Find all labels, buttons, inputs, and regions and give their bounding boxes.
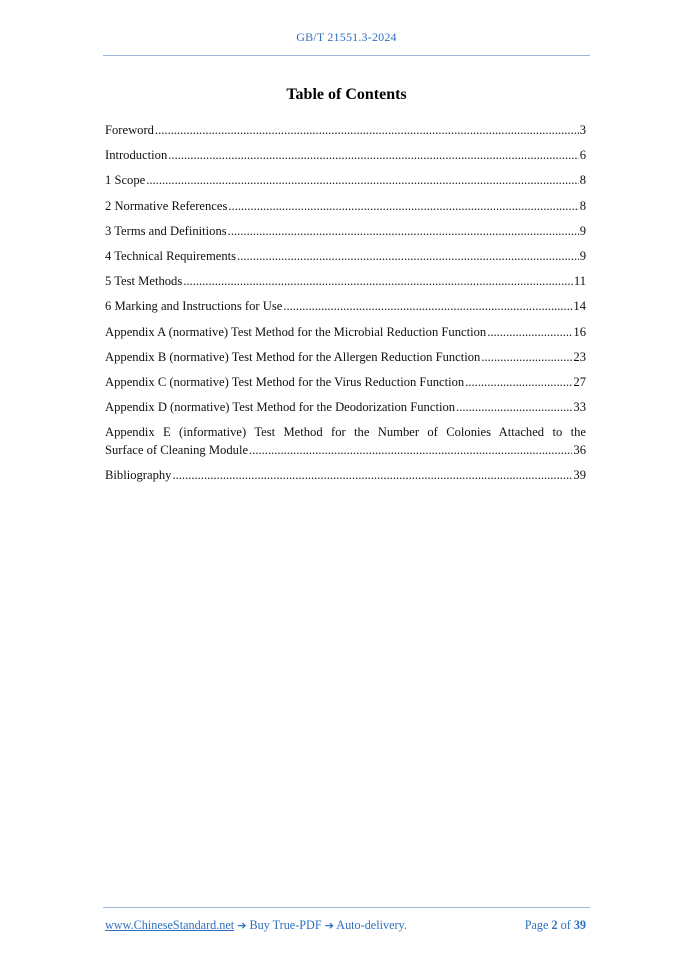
toc-leader-dots [155,121,579,139]
toc-entry-scope[interactable] [105,171,586,189]
page-indicator [525,918,586,933]
footer-divider [103,907,590,908]
toc-entry-page: 11 [573,274,586,289]
toc-leader-dots [146,171,578,189]
toc-entry-label: 2 Normative References [105,198,228,213]
toc-entry-introduction[interactable] [105,146,586,164]
toc-entry-appendix-d[interactable] [105,398,586,416]
toc-leader-dots [237,247,579,265]
toc-entry-page: 6 [579,148,586,163]
footer-promo [105,918,407,933]
page-footer [105,918,586,933]
toc-entry-bibliography[interactable] [105,466,586,484]
of-word: of [560,918,571,932]
toc-entry-page: 16 [573,324,586,339]
toc-entry-appendix-e[interactable] [105,423,586,459]
toc-leader-dots [168,146,578,164]
toc-entry-label: 4 Technical Requirements [105,248,237,263]
toc-entry-page: 9 [579,248,586,263]
auto-delivery-text: Auto-delivery. [333,918,407,932]
toc-entry-foreword[interactable] [105,121,586,139]
arrow-right-icon: ➔ [324,919,334,932]
toc-entry-label: 3 Terms and Definitions [105,223,227,238]
toc-entry-terms-definitions[interactable] [105,222,586,240]
toc-entry-line2 [105,441,586,459]
table-of-contents [105,121,586,492]
buy-true-pdf-text: Buy True-PDF [246,918,325,932]
toc-leader-dots [283,297,572,315]
arrow-right-icon: ➔ [237,919,247,932]
toc-leader-dots [172,466,572,484]
toc-entry-page: 33 [573,400,586,415]
toc-leader-dots [249,441,572,459]
toc-entry-normative-references[interactable] [105,197,586,215]
toc-entry-page: 9 [579,223,586,238]
total-page-number: 39 [573,918,586,932]
page-word: Page [524,918,549,932]
current-page-number: 2 [551,918,558,932]
toc-entry-label: Foreword [105,123,154,137]
toc-entry-appendix-c[interactable] [105,373,586,391]
document-code-header: GB/T 21551.3-2024 [296,30,397,44]
toc-leader-dots [228,222,579,240]
toc-entry-page: 39 [573,468,586,483]
toc-entry-label: Appendix A (normative) Test Method for the Microbial Reduction Function [105,324,487,339]
toc-entry-label: Introduction [105,148,168,163]
toc-entry-label-line1: Appendix E (informative) Test Method for the Number of Colonies Attached to the [105,425,586,440]
toc-title: Table of Contents [286,86,407,103]
toc-entry-label: Appendix D (normative) Test Method for the Deodorization Function [105,400,456,415]
toc-entry-page: 23 [573,349,586,364]
toc-entry-test-methods[interactable] [105,272,586,290]
header-divider [103,55,590,56]
toc-entry-label: Bibliography [105,468,172,483]
toc-entry-page: 8 [579,173,586,188]
toc-leader-dots [456,398,572,416]
toc-leader-dots [487,323,572,341]
toc-entry-technical-requirements[interactable] [105,247,586,265]
toc-entry-label-line2: Surface of Cleaning Module [105,443,249,458]
toc-entry-page: 14 [573,299,586,314]
toc-leader-dots [183,272,573,290]
toc-entry-label: Appendix C (normative) Test Method for the Virus Reduction Function [105,374,465,389]
toc-entry-label: 1 Scope [105,173,146,188]
toc-entry-label: 5 Test Methods [105,274,183,289]
toc-entry-page: 8 [579,198,586,213]
toc-entry-label: 6 Marking and Instructions for Use [105,299,283,314]
toc-entry-marking-instructions[interactable] [105,297,586,315]
toc-leader-dots [481,348,572,366]
toc-entry-page: 27 [573,374,586,389]
toc-entry-appendix-b[interactable] [105,348,586,366]
site-link[interactable]: www.ChineseStandard.net [105,918,235,932]
toc-entry-appendix-a[interactable] [105,323,586,341]
toc-entry-label: Appendix B (normative) Test Method for the Allergen Reduction Function [105,349,481,364]
toc-entry-page: 3 [579,123,586,137]
toc-entry-page: 36 [573,443,586,458]
toc-leader-dots [465,373,572,391]
toc-leader-dots [228,197,578,215]
